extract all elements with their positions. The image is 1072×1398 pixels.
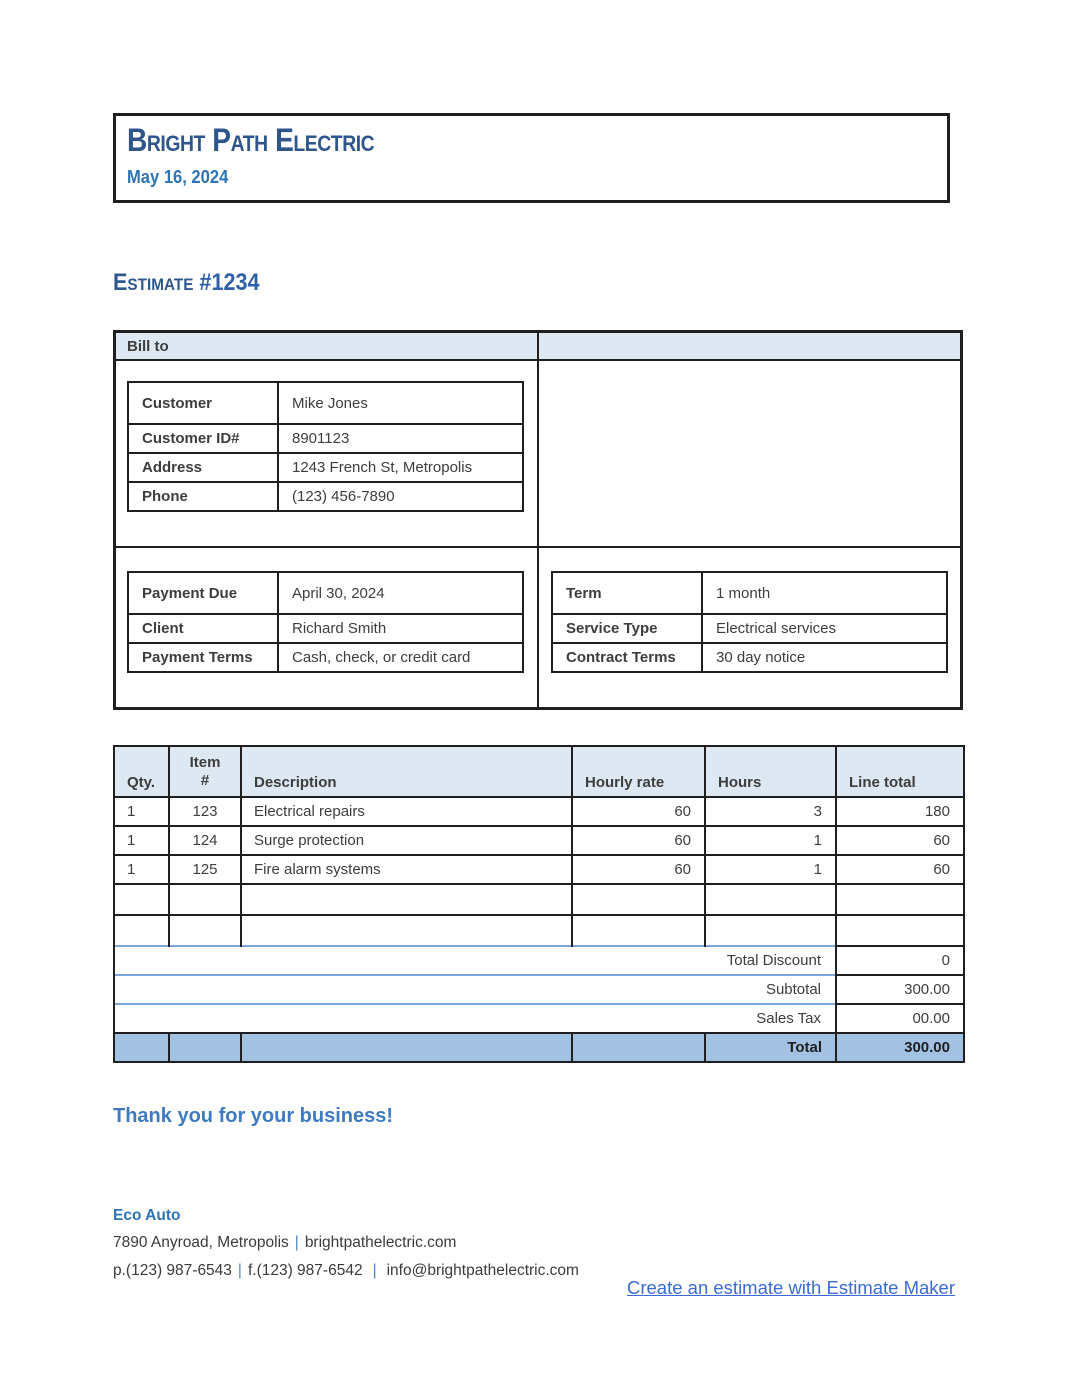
term-row xyxy=(552,572,947,614)
header-box xyxy=(113,113,950,203)
qty-cell: 1 xyxy=(114,797,169,826)
items-table-wrap xyxy=(113,745,963,1063)
empty-cell xyxy=(705,884,836,915)
empty-cell xyxy=(572,1033,705,1062)
label-cell: Customer ID# xyxy=(128,424,278,453)
label-cell: Service Type xyxy=(552,614,702,643)
phone-row xyxy=(128,482,523,511)
empty-row xyxy=(114,884,964,915)
footer-website: brightpathelectric.com xyxy=(304,1234,457,1251)
separator: | xyxy=(237,1261,242,1279)
separator: | xyxy=(294,1234,299,1251)
qty-cell: 1 xyxy=(114,826,169,855)
empty-row xyxy=(114,915,964,946)
label-cell: Client xyxy=(128,614,278,643)
company-name: Bright Path Electric xyxy=(127,122,375,158)
empty-cell xyxy=(572,915,705,946)
empty-cell xyxy=(241,915,572,946)
empty-cell xyxy=(114,884,169,915)
column-header-description: Description xyxy=(241,746,572,797)
footer-fax: f.(123) 987-6542 xyxy=(247,1261,363,1279)
label-cell: Phone xyxy=(128,482,278,511)
label-cell: Address xyxy=(128,453,278,482)
empty-cell xyxy=(572,884,705,915)
hourly-rate-cell: 60 xyxy=(572,855,705,884)
client-row xyxy=(128,614,523,643)
item-number-cell: 123 xyxy=(169,797,241,826)
footer-email: info@brightpathelectric.com xyxy=(386,1261,579,1279)
empty-cell xyxy=(836,915,964,946)
item-row xyxy=(114,826,964,855)
items-header-row xyxy=(114,746,964,797)
description-cell: Electrical repairs xyxy=(241,797,572,826)
hours-cell: 1 xyxy=(705,855,836,884)
footer xyxy=(113,1207,579,1287)
value-cell: 1 month xyxy=(702,572,947,614)
item-row xyxy=(114,855,964,884)
terms-table xyxy=(551,571,948,673)
empty-cell xyxy=(169,1033,241,1062)
thank-you-note: Thank you for your business! xyxy=(113,1105,394,1127)
empty-cell xyxy=(114,1033,169,1062)
column-header-hourly-rate: Hourly rate xyxy=(572,746,705,797)
estimate-maker-link[interactable]: Create an estimate with Estimate Maker xyxy=(627,1277,955,1298)
hours-cell: 3 xyxy=(705,797,836,826)
item-row xyxy=(114,797,964,826)
info-vertical-divider xyxy=(537,333,539,707)
estimate-number: #1234 xyxy=(199,269,260,296)
address-row xyxy=(128,453,523,482)
customer-row xyxy=(128,382,523,424)
summary-label: Sales Tax xyxy=(114,1004,836,1033)
total-value: 300.00 xyxy=(836,1033,964,1062)
footer-phone: p.(123) 987-6543 xyxy=(113,1261,232,1279)
summary-row-total-discount xyxy=(114,946,964,975)
value-cell: (123) 456-7890 xyxy=(278,482,523,511)
column-header-qty: Qty. xyxy=(114,746,169,797)
items-table xyxy=(113,745,965,1063)
payment-terms-row xyxy=(128,643,523,672)
summary-row-subtotal xyxy=(114,975,964,1004)
customer-id-row xyxy=(128,424,523,453)
empty-cell xyxy=(241,1033,572,1062)
label-cell: Customer xyxy=(128,382,278,424)
info-box xyxy=(113,330,963,710)
bill-to-label: Bill to xyxy=(127,338,169,355)
value-cell: 30 day notice xyxy=(702,643,947,672)
hourly-rate-cell: 60 xyxy=(572,797,705,826)
payment-table xyxy=(127,571,524,673)
label-cell: Payment Due xyxy=(128,572,278,614)
value-cell: Richard Smith xyxy=(278,614,523,643)
column-header-line-total: Line total xyxy=(836,746,964,797)
separator: | xyxy=(372,1261,377,1279)
estimate-label: Estimate xyxy=(113,269,194,296)
value-cell: Mike Jones xyxy=(278,382,523,424)
summary-value: 00.00 xyxy=(836,1004,964,1033)
estimate-heading xyxy=(113,269,260,297)
qty-cell: 1 xyxy=(114,855,169,884)
customer-table xyxy=(127,381,524,512)
footer-address-line xyxy=(113,1232,579,1254)
maker-link-row xyxy=(113,1277,955,1299)
empty-cell xyxy=(169,915,241,946)
summary-row-sales-tax xyxy=(114,1004,964,1033)
line-total-cell: 60 xyxy=(836,855,964,884)
empty-cell xyxy=(836,884,964,915)
total-label: Total xyxy=(705,1033,836,1062)
total-row xyxy=(114,1033,964,1062)
item-number-cell: 125 xyxy=(169,855,241,884)
description-cell: Surge protection xyxy=(241,826,572,855)
empty-cell xyxy=(705,915,836,946)
hours-cell: 1 xyxy=(705,826,836,855)
column-header-item: Item # xyxy=(169,746,241,797)
label-cell: Contract Terms xyxy=(552,643,702,672)
summary-label: Subtotal xyxy=(114,975,836,1004)
document-date: May 16, 2024 xyxy=(127,167,229,187)
value-cell: Electrical services xyxy=(702,614,947,643)
value-cell: Cash, check, or credit card xyxy=(278,643,523,672)
description-cell: Fire alarm systems xyxy=(241,855,572,884)
item-number-cell: 124 xyxy=(169,826,241,855)
payment-due-row xyxy=(128,572,523,614)
line-total-cell: 60 xyxy=(836,826,964,855)
label-cell: Term xyxy=(552,572,702,614)
summary-value: 0 xyxy=(836,946,964,975)
label-cell: Payment Terms xyxy=(128,643,278,672)
summary-label: Total Discount xyxy=(114,946,836,975)
contract-terms-row xyxy=(552,643,947,672)
empty-cell xyxy=(169,884,241,915)
service-type-row xyxy=(552,614,947,643)
footer-company-name: Eco Auto xyxy=(113,1207,181,1224)
hourly-rate-cell: 60 xyxy=(572,826,705,855)
value-cell: 8901123 xyxy=(278,424,523,453)
column-header-hours: Hours xyxy=(705,746,836,797)
value-cell: April 30, 2024 xyxy=(278,572,523,614)
summary-value: 300.00 xyxy=(836,975,964,1004)
footer-address: 7890 Anyroad, Metropolis xyxy=(113,1234,289,1251)
empty-cell xyxy=(114,915,169,946)
value-cell: 1243 French St, Metropolis xyxy=(278,453,523,482)
line-total-cell: 180 xyxy=(836,797,964,826)
empty-cell xyxy=(241,884,572,915)
